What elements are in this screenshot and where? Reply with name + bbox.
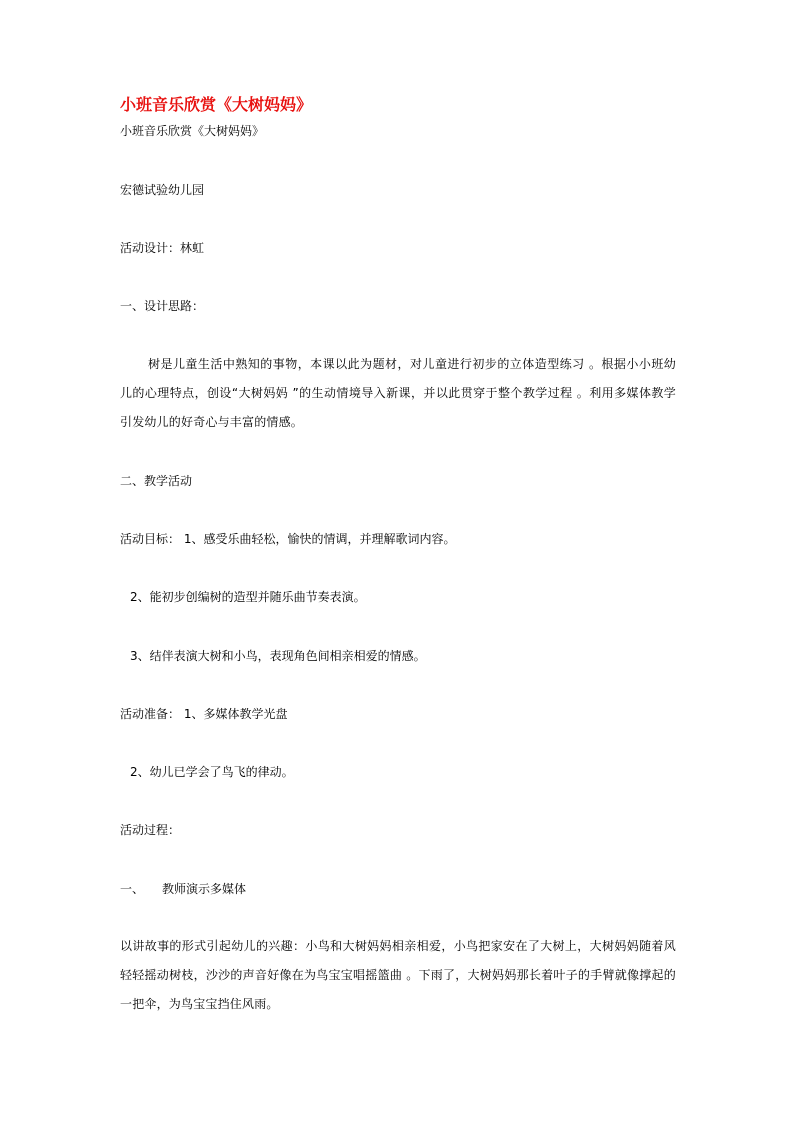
step1-number: 一、 <box>120 882 145 896</box>
prep-item-1: 活动准备： 1、多媒体教学光盘 <box>120 707 288 721</box>
section2-heading: 二、教学活动 <box>120 474 193 488</box>
step1-paragraph: 以讲故事的形式引起幼儿的兴趣：小鸟和大树妈妈相亲相爱，小鸟把家安在了大树上，大树妈妈随着风轻轻摇动树枝，沙沙的声音好像在为鸟宝宝唱摇篮曲 。下雨了，大树妈妈那长着叶子的手臂就像撑起的一把伞，为鸟宝宝挡住风雨。 <box>120 939 676 1011</box>
prep-item-2: 2、幼儿已学会了鸟飞的律动。 <box>130 765 294 779</box>
school-name: 宏德试验幼儿园 <box>120 183 205 197</box>
section1-paragraph: 树是儿童生活中熟知的事物，本课以此为题材，对儿童进行初步的立体造型练习 。根据小小班幼儿的心理特点，创设“大树妈妈 ”的生动情境导入新课，并以此贯穿于整个教学过程 。利用多媒体教学引发幼儿的好奇心与丰富的情感。 <box>120 357 676 429</box>
goal-item-2: 2、能初步创编树的造型并随乐曲节奏表演。 <box>130 590 366 604</box>
goal-item-3: 3、结伴表演大树和小鸟，表现角色间相亲相爱的情感。 <box>130 649 426 663</box>
designer-line: 活动设计：林虹 <box>120 241 205 255</box>
step1-heading <box>120 881 246 897</box>
document-title: 小班音乐欣赏《大树妈妈》 <box>120 95 313 114</box>
section1-heading: 一、设计思路： <box>120 299 205 313</box>
process-heading: 活动过程： <box>120 823 181 837</box>
step1-text: 教师演示多媒体 <box>162 882 247 896</box>
document-subtitle: 小班音乐欣赏《大树妈妈》 <box>120 124 265 138</box>
goal-item-1: 活动目标： 1、感受乐曲轻松，愉快的情调，并理解歌词内容。 <box>120 532 456 546</box>
